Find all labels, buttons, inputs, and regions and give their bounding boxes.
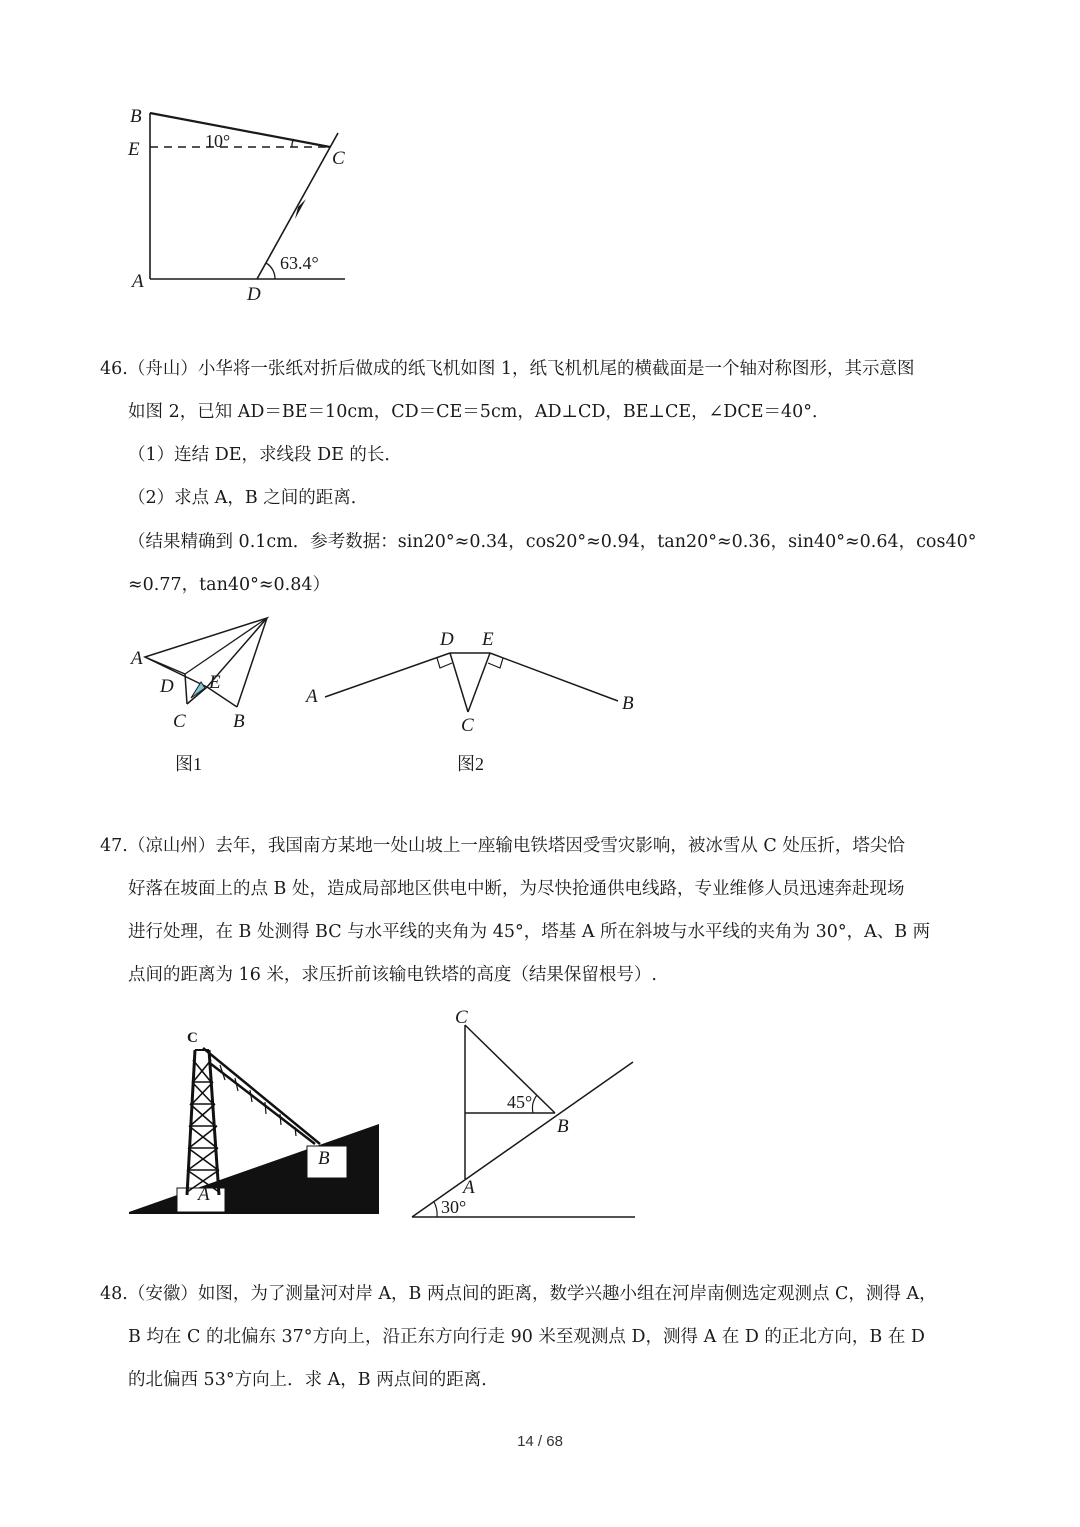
label-e: E — [128, 139, 140, 160]
label-c: C — [332, 148, 345, 169]
q47-line3: 进行处理，在 B 处测得 BC 与水平线的夹角为 45°，塔基 A 所在斜坡与水平线的夹角为 30°，A、B 两 — [128, 922, 931, 942]
figure-tower-photo — [125, 1020, 385, 1220]
fig2-caption: 图2 — [457, 754, 484, 774]
fig1-label-c: C — [173, 711, 186, 732]
tri-angle-30: 30° — [441, 1197, 467, 1217]
page-number: 14 / 68 — [517, 1433, 563, 1450]
q46-note1: （结果精确到 0.1cm．参考数据：sin20°≈0.34，cos20°≈0.94，tan20°≈0.36，sin40°≈0.64，cos40° — [128, 532, 977, 552]
fig2-label-d: D — [440, 629, 454, 650]
fig1-label-d: D — [160, 676, 174, 697]
fig2-label-a: A — [306, 686, 318, 707]
angle-10: 10° — [205, 131, 231, 151]
fig1-label-e: E — [209, 672, 221, 693]
q48-line1: 48.（安徽）如图，为了测量河对岸 A，B 两点间的距离，数学兴趣小组在河岸南侧选定观测点 C，测得 A， — [100, 1284, 937, 1304]
tri-label-a: A — [463, 1177, 475, 1198]
figure-paper-plane — [125, 612, 285, 782]
label-a: A — [132, 271, 144, 292]
figure-slope-triangle — [405, 1005, 645, 1225]
tri-label-b: B — [557, 1116, 569, 1137]
q47-line4: 点间的距离为 16 米，求压折前该输电铁塔的高度（结果保留根号）. — [128, 965, 657, 985]
tower-label-c: C — [187, 1030, 198, 1046]
fig2-label-e: E — [482, 629, 494, 650]
q47-line1: 47.（凉山州）去年，我国南方某地一处山坡上一座输电铁塔因受雪灾影响，被冰雪从 C 处压折，塔尖恰 — [100, 836, 905, 856]
fig1-caption: 图1 — [175, 754, 202, 774]
fig1-label-a: A — [131, 648, 143, 669]
label-b: B — [130, 106, 142, 127]
figure-top-trapezoid — [120, 95, 380, 310]
q46-line1: 46.（舟山）小华将一张纸对折后做成的纸飞机如图 1，纸飞机机尾的横截面是一个轴对称图形，其示意图 — [100, 359, 915, 379]
tri-angle-45: 45° — [507, 1092, 533, 1112]
q48-line2: B 均在 C 的北偏东 37°方向上，沿正东方向行走 90 米至观测点 D，测得 A 在 D 的正北方向，B 在 D — [128, 1327, 925, 1347]
tower-label-b: B — [318, 1148, 330, 1169]
q48-line3: 的北偏西 53°方向上．求 A，B 两点间的距离． — [128, 1370, 499, 1390]
tri-label-c: C — [455, 1007, 468, 1028]
fig2-label-b: B — [622, 693, 634, 714]
q46-part2: （2）求点 A，B 之间的距离． — [128, 488, 369, 508]
q47-line2: 好落在坡面上的点 B 处，造成局部地区供电中断，为尽快抢通供电线路，专业维修人员迅速奔赴现场 — [128, 879, 905, 899]
fig1-label-b: B — [233, 711, 245, 732]
fig2-label-c: C — [461, 715, 474, 736]
segment-bc — [150, 113, 330, 147]
q46-part1: （1）连结 DE，求线段 DE 的长． — [128, 445, 402, 465]
figure-cross-section — [300, 625, 650, 780]
label-d: D — [247, 284, 261, 305]
tower-label-a: A — [198, 1184, 210, 1205]
angle-63: 63.4° — [280, 253, 319, 273]
q46-note2: ≈0.77，tan40°≈0.84） — [128, 575, 331, 595]
q46-line2: 如图 2，已知 AD＝BE＝10cm，CD＝CE＝5cm，AD⊥CD，BE⊥CE，∠DCE＝40°． — [128, 402, 830, 422]
